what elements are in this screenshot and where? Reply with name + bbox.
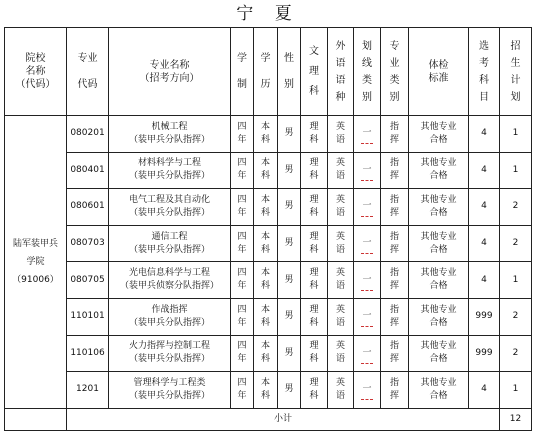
major-name: 光电信息科学与工程	[128, 268, 210, 279]
major-code: 080601	[67, 189, 109, 226]
major-direction: （装甲兵分队指挥）	[128, 134, 210, 145]
line-type-cell: 一	[354, 189, 381, 226]
major-type-cell: 指挥	[381, 335, 409, 372]
duration-cell: 四年	[231, 116, 254, 153]
major-type-cell: 指挥	[381, 262, 409, 299]
header-major-type: 专业类别	[381, 28, 409, 116]
degree-cell: 本科	[254, 152, 278, 189]
major-direction: （装甲兵分队指挥）	[128, 354, 210, 365]
header-subject: 文理科	[301, 28, 328, 116]
subtotal-row	[5, 408, 532, 430]
major-type-cell: 指挥	[381, 152, 409, 189]
header-major: 专业名称 （招考方向）	[109, 28, 231, 116]
plan-cell: 1	[500, 116, 532, 153]
major-name-cell	[109, 335, 231, 372]
major-name: 电气工程及其自动化	[128, 194, 210, 205]
table-row	[5, 372, 532, 409]
header-language: 外语语种	[328, 28, 354, 116]
school-name: 陆军装甲兵 学院	[12, 238, 58, 267]
exam-subjects-cell: 4	[469, 189, 500, 226]
subject-cell: 理科	[301, 225, 328, 262]
header-degree: 学历	[254, 28, 278, 116]
major-name: 作战指挥	[151, 304, 188, 315]
line-type-cell: 一	[354, 152, 381, 189]
language-cell: 英语	[328, 298, 354, 335]
major-type-cell: 指挥	[381, 298, 409, 335]
gender-cell: 男	[278, 335, 301, 372]
header-gender: 性别	[278, 28, 301, 116]
major-type-cell: 指挥	[381, 116, 409, 153]
subject-cell: 理科	[301, 372, 328, 409]
physical-cell: 其他专业 合格	[409, 262, 469, 299]
subtotal-value: 12	[500, 408, 532, 430]
plan-cell: 2	[500, 225, 532, 262]
major-name: 机械工程	[151, 121, 188, 132]
major-direction: （装甲兵分队指挥）	[128, 244, 210, 255]
duration-cell: 四年	[231, 262, 254, 299]
major-name-cell	[109, 372, 231, 409]
major-name: 火力指挥与控制工程	[128, 341, 210, 352]
degree-cell: 本科	[254, 298, 278, 335]
major-name-cell	[109, 298, 231, 335]
gender-cell: 男	[278, 262, 301, 299]
major-type-cell: 指挥	[381, 189, 409, 226]
duration-cell: 四年	[231, 335, 254, 372]
gender-cell: 男	[278, 372, 301, 409]
physical-cell: 其他专业 合格	[409, 225, 469, 262]
gender-cell: 男	[278, 298, 301, 335]
table-row	[5, 262, 532, 299]
exam-subjects-cell: 999	[469, 298, 500, 335]
table-row	[5, 116, 532, 153]
line-type-cell: 一	[354, 116, 381, 153]
line-type-cell: 一	[354, 298, 381, 335]
duration-cell: 四年	[231, 372, 254, 409]
major-direction: （装甲兵分队指挥）	[128, 317, 210, 328]
header-duration: 学制	[231, 28, 254, 116]
table-row	[5, 298, 532, 335]
major-direction: （装甲兵分队指挥）	[128, 390, 210, 401]
major-code: 080705	[67, 262, 109, 299]
subject-cell: 理科	[301, 116, 328, 153]
gender-cell: 男	[278, 152, 301, 189]
subject-cell: 理科	[301, 335, 328, 372]
exam-subjects-cell: 4	[469, 262, 500, 299]
major-name-cell	[109, 225, 231, 262]
table-row	[5, 152, 532, 189]
exam-subjects-cell: 4	[469, 225, 500, 262]
physical-cell: 其他专业 合格	[409, 298, 469, 335]
table-row	[5, 225, 532, 262]
plan-cell: 1	[500, 372, 532, 409]
header-line-type: 划线类别	[354, 28, 381, 116]
header-code: 专业 代码	[67, 28, 109, 116]
major-type-cell: 指挥	[381, 372, 409, 409]
major-code: 1201	[67, 372, 109, 409]
language-cell: 英语	[328, 225, 354, 262]
language-cell: 英语	[328, 152, 354, 189]
plan-cell: 1	[500, 262, 532, 299]
degree-cell: 本科	[254, 372, 278, 409]
school-cell	[5, 116, 67, 409]
major-name-cell	[109, 189, 231, 226]
line-type-cell: 一	[354, 372, 381, 409]
plan-cell: 1	[500, 152, 532, 189]
physical-cell: 其他专业 合格	[409, 335, 469, 372]
header-exam-subjects: 选考科目	[469, 28, 500, 116]
major-name: 管理科学与工程类	[133, 377, 206, 388]
table-row	[5, 189, 532, 226]
major-type-cell: 指挥	[381, 225, 409, 262]
major-direction: （装甲兵侦察分队指挥）	[119, 281, 219, 292]
subject-cell: 理科	[301, 189, 328, 226]
major-name-cell	[109, 152, 231, 189]
exam-subjects-cell: 4	[469, 116, 500, 153]
duration-cell: 四年	[231, 152, 254, 189]
plan-cell: 2	[500, 298, 532, 335]
language-cell: 英语	[328, 372, 354, 409]
major-code: 110106	[67, 335, 109, 372]
line-type-cell: 一	[354, 335, 381, 372]
header-school: 院校 名称 （代码）	[5, 28, 67, 116]
subject-cell: 理科	[301, 298, 328, 335]
duration-cell: 四年	[231, 225, 254, 262]
gender-cell: 男	[278, 116, 301, 153]
header-physical: 体检 标准	[409, 28, 469, 116]
major-name: 材料科学与工程	[137, 158, 201, 169]
plan-cell: 2	[500, 189, 532, 226]
duration-cell: 四年	[231, 298, 254, 335]
degree-cell: 本科	[254, 225, 278, 262]
degree-cell: 本科	[254, 116, 278, 153]
subject-cell: 理科	[301, 262, 328, 299]
table-row	[5, 335, 532, 372]
major-name: 通信工程	[151, 231, 188, 242]
exam-subjects-cell: 4	[469, 152, 500, 189]
major-code: 110101	[67, 298, 109, 335]
language-cell: 英语	[328, 189, 354, 226]
header-row	[5, 28, 532, 116]
degree-cell: 本科	[254, 262, 278, 299]
subject-cell: 理科	[301, 152, 328, 189]
physical-cell: 其他专业 合格	[409, 152, 469, 189]
degree-cell: 本科	[254, 335, 278, 372]
header-plan: 招生计划	[500, 28, 532, 116]
subtotal-label: 小计	[67, 408, 500, 430]
major-direction: （装甲兵分队指挥）	[128, 207, 210, 218]
line-type-cell: 一	[354, 262, 381, 299]
plan-cell: 2	[500, 335, 532, 372]
subtotal-empty-cell	[5, 408, 67, 430]
school-code: （91006）	[12, 274, 59, 285]
language-cell: 英语	[328, 116, 354, 153]
duration-cell: 四年	[231, 189, 254, 226]
physical-cell: 其他专业 合格	[409, 189, 469, 226]
gender-cell: 男	[278, 225, 301, 262]
major-direction: （装甲兵分队指挥）	[128, 171, 210, 182]
major-code: 080401	[67, 152, 109, 189]
language-cell: 英语	[328, 335, 354, 372]
major-name-cell	[109, 116, 231, 153]
physical-cell: 其他专业 合格	[409, 116, 469, 153]
major-code: 080703	[67, 225, 109, 262]
gender-cell: 男	[278, 189, 301, 226]
page-title: 宁 夏	[236, 4, 300, 24]
major-name-cell	[109, 262, 231, 299]
physical-cell: 其他专业 合格	[409, 372, 469, 409]
line-type-cell: 一	[354, 225, 381, 262]
major-code: 080201	[67, 116, 109, 153]
language-cell: 英语	[328, 262, 354, 299]
exam-subjects-cell: 999	[469, 335, 500, 372]
degree-cell: 本科	[254, 189, 278, 226]
admissions-table	[4, 27, 532, 431]
exam-subjects-cell: 4	[469, 372, 500, 409]
